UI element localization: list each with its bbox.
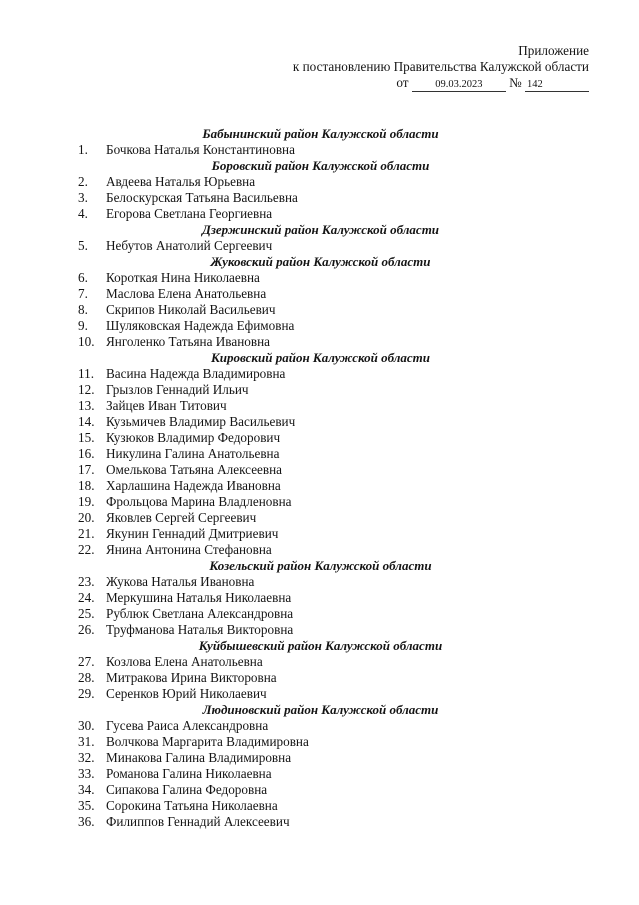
district-heading: Козельский район Калужской области xyxy=(209,558,432,573)
item-number: 13. xyxy=(78,398,95,413)
item-number: 2. xyxy=(78,174,88,189)
list-item xyxy=(0,238,639,254)
item-number: 10. xyxy=(78,334,95,349)
item-number: 5. xyxy=(78,238,88,253)
list-item xyxy=(0,318,639,334)
list-item xyxy=(0,734,639,750)
district-heading: Бабынинский район Калужской области xyxy=(202,126,439,141)
number-field: 142 xyxy=(525,79,589,92)
list-item xyxy=(0,766,639,782)
date-field: 09.03.2023 xyxy=(412,79,506,92)
list-item xyxy=(0,654,639,670)
item-number: 32. xyxy=(78,750,95,765)
person-name: Минакова Галина Владимировна xyxy=(106,750,292,765)
list-item xyxy=(0,190,639,206)
district-heading: Жуковский район Калужской области xyxy=(210,254,431,269)
list-item xyxy=(0,782,639,798)
person-name: Романова Галина Николаевна xyxy=(106,766,272,781)
item-number: 18. xyxy=(78,478,95,493)
list-item xyxy=(0,174,639,190)
person-name: Зайцев Иван Титович xyxy=(106,398,227,413)
number-sign: № xyxy=(509,75,522,90)
list-item xyxy=(0,526,639,542)
list-item xyxy=(0,142,639,158)
item-number: 24. xyxy=(78,590,95,605)
item-number: 19. xyxy=(78,494,95,509)
list-item xyxy=(0,542,639,558)
list-item xyxy=(0,302,639,318)
item-number: 29. xyxy=(78,686,95,701)
list-item xyxy=(0,750,639,766)
list-item xyxy=(0,622,639,638)
list-item xyxy=(0,478,639,494)
person-name: Шуляковская Надежда Ефимовна xyxy=(106,318,295,333)
list-item xyxy=(0,270,639,286)
person-name: Омелькова Татьяна Алексеевна xyxy=(106,462,283,477)
item-number: 16. xyxy=(78,446,95,461)
list-item xyxy=(0,462,639,478)
list-item xyxy=(0,398,639,414)
person-name: Никулина Галина Анатольевна xyxy=(106,446,280,461)
person-name: Фрольцова Марина Владленовна xyxy=(106,494,292,509)
item-number: 20. xyxy=(78,510,95,525)
person-name: Короткая Нина Николаевна xyxy=(106,270,260,285)
item-number: 34. xyxy=(78,782,95,797)
person-name: Грызлов Геннадий Ильич xyxy=(106,382,249,397)
person-name: Серенков Юрий Николаевич xyxy=(106,686,267,701)
person-name: Якунин Геннадий Дмитриевич xyxy=(106,526,279,541)
persons-list xyxy=(0,126,639,830)
district-heading: Дзержинский район Калужской области xyxy=(201,222,440,237)
item-number: 9. xyxy=(78,318,88,333)
person-name: Волчкова Маргарита Владимировна xyxy=(106,734,309,749)
district-heading: Кировский район Калужской области xyxy=(210,350,431,365)
list-item xyxy=(0,510,639,526)
item-number: 23. xyxy=(78,574,95,589)
person-name: Гусева Раиса Александровна xyxy=(106,718,269,733)
person-name: Филиппов Геннадий Алексеевич xyxy=(106,814,290,829)
item-number: 36. xyxy=(78,814,95,829)
district-heading: Людиновский район Калужской области xyxy=(202,702,439,717)
list-item xyxy=(0,366,639,382)
list-item xyxy=(0,590,639,606)
item-number: 25. xyxy=(78,606,95,621)
list-item xyxy=(0,814,639,830)
person-name: Сипакова Галина Федоровна xyxy=(106,782,268,797)
list-item xyxy=(0,334,639,350)
person-name: Митракова Ирина Викторовна xyxy=(106,670,277,685)
person-name: Белоскурская Татьяна Васильевна xyxy=(106,190,298,205)
item-number: 7. xyxy=(78,286,88,301)
item-number: 1. xyxy=(78,142,88,157)
item-number: 35. xyxy=(78,798,95,813)
person-name: Кузьмичев Владимир Васильевич xyxy=(106,414,296,429)
person-name: Егорова Светлана Георгиевна xyxy=(106,206,273,221)
person-name: Авдеева Наталья Юрьевна xyxy=(106,174,256,189)
person-name: Харлашина Надежда Ивановна xyxy=(106,478,281,493)
resolution-reference: к постановлению Правительства Калужской области xyxy=(292,59,589,74)
list-item xyxy=(0,446,639,462)
person-name: Жукова Наталья Ивановна xyxy=(106,574,255,589)
person-name: Бочкова Наталья Константиновна xyxy=(106,142,295,157)
person-name: Рублюк Светлана Александровна xyxy=(106,606,294,621)
person-name: Янголенко Татьяна Ивановна xyxy=(106,334,270,349)
district-heading: Куйбышевский район Калужской области xyxy=(198,638,443,653)
list-item xyxy=(0,574,639,590)
list-item xyxy=(0,414,639,430)
list-item xyxy=(0,286,639,302)
list-item xyxy=(0,206,639,222)
person-name: Козлова Елена Анатольевна xyxy=(106,654,263,669)
list-item xyxy=(0,686,639,702)
district-heading: Боровский район Калужской области xyxy=(211,158,430,173)
item-number: 15. xyxy=(78,430,95,445)
person-name: Труфманова Наталья Викторовна xyxy=(106,622,294,637)
person-name: Сорокина Татьяна Николаевна xyxy=(106,798,278,813)
list-item xyxy=(0,718,639,734)
appendix-title: Приложение xyxy=(518,43,589,58)
item-number: 31. xyxy=(78,734,95,749)
person-name: Васина Надежда Владимировна xyxy=(106,366,286,381)
item-number: 30. xyxy=(78,718,95,733)
list-item xyxy=(0,494,639,510)
date-number-line xyxy=(293,75,589,92)
list-item xyxy=(0,606,639,622)
item-number: 3. xyxy=(78,190,88,205)
person-name: Янина Антонина Стефановна xyxy=(106,542,272,557)
item-number: 11. xyxy=(78,366,94,381)
item-number: 27. xyxy=(78,654,95,669)
list-item xyxy=(0,382,639,398)
item-number: 6. xyxy=(78,270,88,285)
item-number: 28. xyxy=(78,670,95,685)
item-number: 26. xyxy=(78,622,95,637)
item-number: 14. xyxy=(78,414,95,429)
item-number: 12. xyxy=(78,382,95,397)
item-number: 22. xyxy=(78,542,95,557)
list-item xyxy=(0,430,639,446)
document-header xyxy=(293,43,589,92)
item-number: 17. xyxy=(78,462,95,477)
person-name: Яковлев Сергей Сергеевич xyxy=(106,510,257,525)
item-number: 33. xyxy=(78,766,95,781)
person-name: Скрипов Николай Васильевич xyxy=(106,302,276,317)
item-number: 21. xyxy=(78,526,95,541)
person-name: Небутов Анатолий Сергеевич xyxy=(106,238,273,253)
person-name: Кузюков Владимир Федорович xyxy=(106,430,281,445)
person-name: Меркушина Наталья Николаевна xyxy=(106,590,292,605)
item-number: 8. xyxy=(78,302,88,317)
item-number: 4. xyxy=(78,206,88,221)
list-item xyxy=(0,798,639,814)
list-item xyxy=(0,670,639,686)
person-name: Маслова Елена Анатольевна xyxy=(106,286,267,301)
date-prefix: от xyxy=(396,75,409,90)
